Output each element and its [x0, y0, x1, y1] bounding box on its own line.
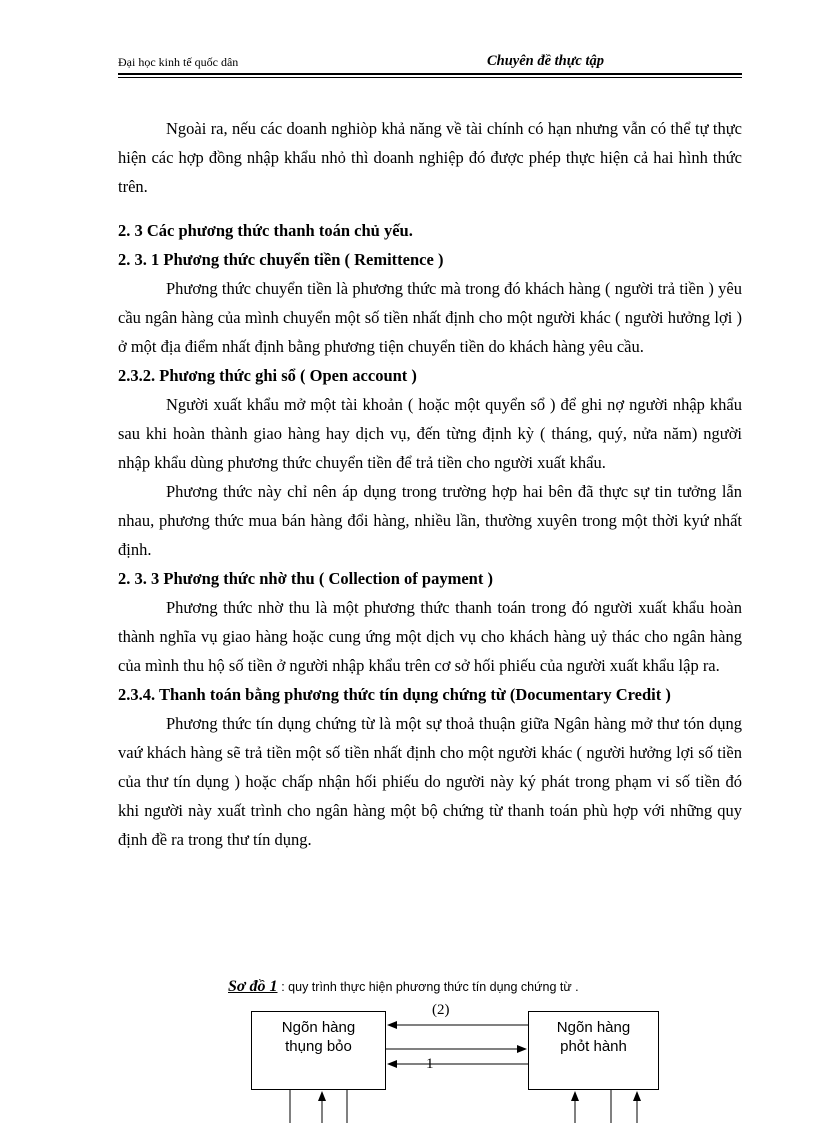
header-rule-thin: [118, 77, 742, 78]
section-2-3-2-paragraph-2: Phương thức này chỉ nên áp dụng trong trường hợp hai bên đã thực sự tin tưởng lẫn nhau, phương thức mua bán hàng đổi hàng, nhiều lần, thường xuyên trong một thời kyứ nhất định.: [118, 482, 742, 559]
intro-paragraph: Ngoài ra, nếu các doanh nghiòp khả năng về tài chính có hạn nhưng vẫn có thể tự thực hiện các hợp đồng nhập khẩu nhỏ thì doanh nghiệp đó được phép thực hiện cả hai hình thức trên.: [118, 119, 742, 196]
section-2-3-2-paragraph-1: Người xuất khẩu mở một tài khoản ( hoặc một quyển sổ ) để ghi nợ người nhập khẩu sau khi hoàn thành giao hàng hay dịch vụ, đến từng định kỳ ( tháng, quý, nửa năm) người nhập khẩu dùng phương thức chuyển tiền để trả tiền cho người xuất khẩu.: [118, 395, 742, 472]
advising-bank-box: [251, 1011, 386, 1090]
section-2-3-1-paragraph: Phương thức chuyển tiền là phương thức mà trong đó khách hàng ( người trả tiền ) yêu cầu ngân hàng của mình chuyển một số tiền nhất định cho một người khác ( người hưởng lợi ) ở một địa điểm nhất định bằng phương tiện chuyển tiền do khách hàng yêu cầu.: [118, 279, 742, 356]
section-2-3-2-heading: 2.3.2. Phương thức ghi sổ ( Open account ): [118, 366, 417, 385]
section-2-3-3-paragraph: Phương thức nhờ thu là một phương thức thanh toán trong đó người xuất khẩu hoàn thành nghĩa vụ giao hàng hoặc cung ứng một dịch vụ cho khách hàng uỷ thác cho ngân hàng của mình thu hộ số tiền ở người nhập khẩu trên cơ sở hối phiếu của người xuất khẩu lập ra.: [118, 598, 742, 675]
section-2-3-4-heading: 2.3.4. Thanh toán bằng phương thức tín dụng chứng từ (Documentary Credit ): [118, 685, 671, 704]
section-2-3-4-paragraph: Phương thức tín dụng chứng từ là một sự thoả thuận giữa Ngân hàng mở thư tón dụng vaứ khách hàng sẽ trả tiền một số tiền nhất định cho một người khác ( người hưởng lợi số tiền của thư tín dụng ) hoặc chấp nhận hối phiếu do người này ký phát trong phạm vi số tiền đó khi người này xuất trình cho ngân hàng một bộ chứng từ thanh toán phù hợp với những quy định đề ra trong thư tín dụng.: [118, 714, 742, 849]
figure-caption: [228, 978, 579, 996]
header-institution: Đại học kinh tế quốc dân: [118, 55, 239, 69]
section-2-3-1-heading: 2. 3. 1 Phương thức chuyển tiền ( Remittence ): [118, 250, 444, 269]
body-text: [118, 114, 742, 854]
issuing-bank-label-2: phỏt hành: [560, 1038, 627, 1055]
advising-bank-label-2: thụng bỏo: [285, 1038, 352, 1055]
figure-caption-text: : quy trình thực hiện phương thức tín dụng chứng từ .: [281, 980, 579, 994]
arrow-label-2: (2): [432, 1002, 450, 1018]
page-header: [118, 54, 742, 72]
arrow-label-1: 1: [426, 1056, 434, 1072]
header-doc-title: Chuyên đề thực tập: [486, 53, 604, 69]
figure-caption-label: Sơ đồ 1: [228, 978, 278, 995]
issuing-bank-box: [528, 1011, 659, 1090]
issuing-bank-label-1: Ngõn hàng: [556, 1019, 631, 1036]
advising-bank-label-1: Ngõn hàng: [281, 1019, 356, 1036]
header-rule-thick: [118, 73, 742, 75]
section-2-3-3-heading: 2. 3. 3 Phương thức nhờ thu ( Collection of payment ): [118, 569, 493, 588]
section-2-3-heading: 2. 3 Các phương thức thanh toán chủ yếu.: [118, 221, 413, 240]
